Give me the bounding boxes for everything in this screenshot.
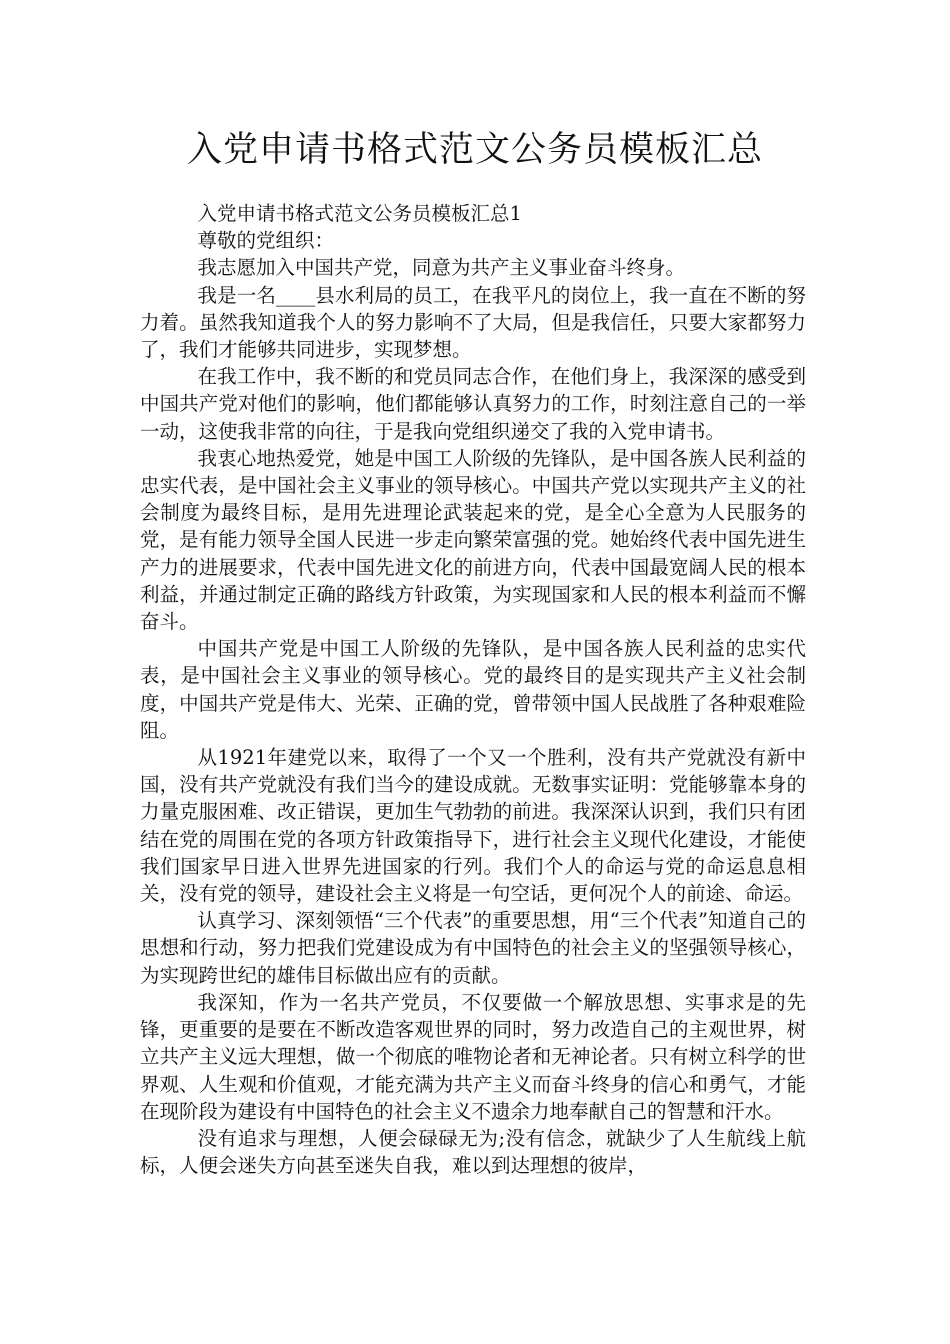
paragraph: 我志愿加入中国共产党，同意为共产主义事业奋斗终身。	[197, 256, 686, 280]
paragraph: 从1921年建党以来，取得了一个又一个胜利，没有共产党就没有新中国，没有共产党就没有我们当今的建设成就。无数事实证明：党能够靠本身的力量克服困难、改正错误，更加生气勃勃的前进。我深深认识到，我们只有团结在党的周围在党的各项方针政策指导下，进行社会主义现代化建设，才能使我们国家早日进入世界先进国家的行列。我们个人的命运与党的命运息息相关，没有党的领导，建设社会主义将是一句空话，更何况个人的前途、命运。	[140, 746, 806, 906]
paragraph: 在我工作中，我不断的和党员同志合作，在他们身上，我深深的感受到中国共产党对他们的影响，他们都能够认真努力的工作，时刻注意自己的一举一动，这使我非常的向往，于是我向党组织递交了我的入党申请书。	[140, 365, 806, 443]
paragraph: 没有追求与理想，人便会碌碌无为;没有信念，就缺少了人生航线上航标，人便会迷失方向甚至迷失自我，难以到达理想的彼岸，	[140, 1126, 806, 1178]
paragraph: 我衷心地热爱党，她是中国工人阶级的先锋队，是中国各族人民利益的忠实代表，是中国社会主义事业的领导核心。中国共产党以实现共产主义的社会制度为最终目标，是用先进理论武装起来的党，是全心全意为人民服务的党，是有能力领导全国人民进一步走向繁荣富强的党。她始终代表中国先进生产力的进展要求，代表中国先进文化的前进方向，代表中国最宽阔人民的根本利益，并通过制定正确的路线方针政策，为实现国家和人民的根本利益而不懈奋斗。	[140, 446, 806, 634]
paragraph: 我是一名____县水利局的员工，在我平凡的岗位上，我一直在不断的努力着。虽然我知道我个人的努力影响不了大局，但是我信任，只要大家都努力了，我们才能够共同进步，实现梦想。	[140, 283, 806, 362]
subtitle-line: 入党申请书格式范文公务员模板汇总1	[197, 202, 522, 225]
paragraph: 中国共产党是中国工人阶级的先锋队，是中国各族人民利益的忠实代表，是中国社会主义事业的领导核心。党的最终目的是实现共产主义社会制度，中国共产党是伟大、光荣、正确的党，曾带领中国人民战胜了各种艰难险阻。	[140, 637, 806, 742]
document-title: 入党申请书格式范文公务员模板汇总	[186, 130, 763, 170]
document-body	[140, 200, 806, 1179]
paragraph: 认真学习、深刻领悟“三个代表”的重要思想，用“三个代表”知道自己的思想和行动，努力把我们党建设成为有中国特色的社会主义的坚强领导核心，为实现跨世纪的雄伟目标做出应有的贡献。	[140, 909, 806, 987]
salutation: 尊敬的党组织：	[197, 229, 335, 253]
paragraph: 我深知，作为一名共产党员，不仅要做一个解放思想、实事求是的先锋，更重要的是要在不断改造客观世界的同时，努力改造自己的主观世界，树立共产主义远大理想，做一个彻底的唯物论者和无神论者。只有树立科学的世界观、人生观和价值观，才能充满为共产主义而奋斗终身的信心和勇气，才能在现阶段为建设有中国特色的社会主义不遗余力地奉献自己的智慧和汗水。	[140, 990, 806, 1123]
